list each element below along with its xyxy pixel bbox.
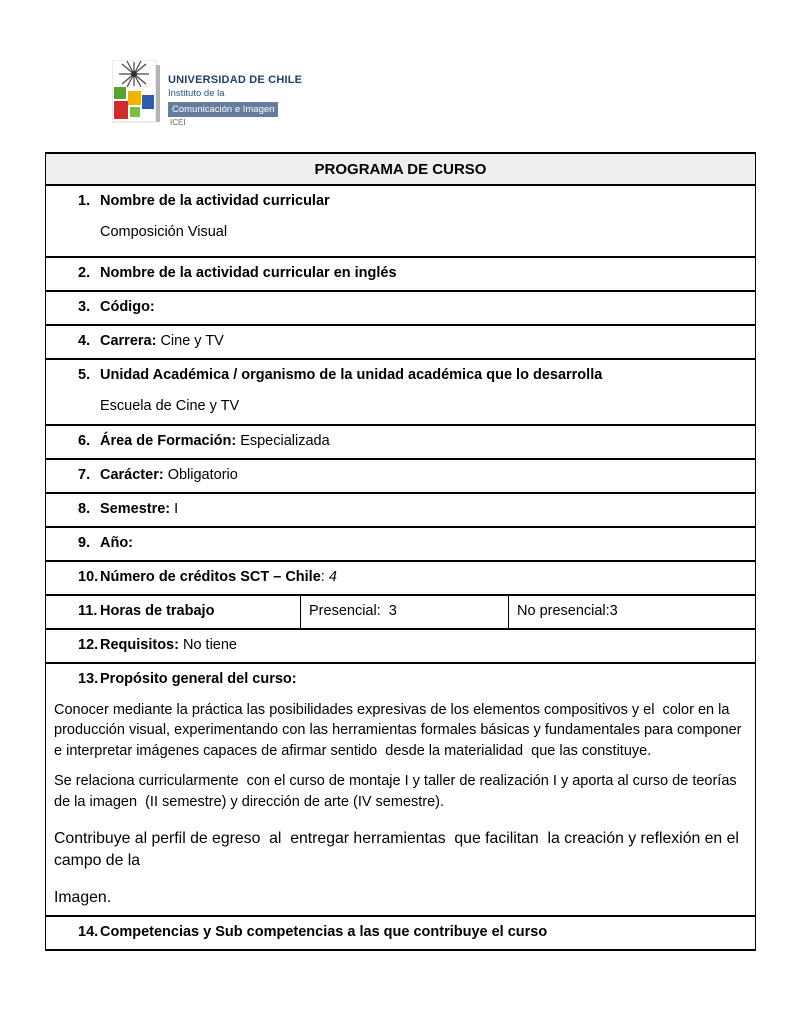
item-number: 1. <box>78 193 91 209</box>
item-label: Competencias y Sub competencias a las que contribuye el curso <box>100 923 548 940</box>
row-requisitos <box>46 629 756 663</box>
cell-caracter <box>46 459 756 493</box>
row-codigo <box>46 291 756 325</box>
cell-ano <box>46 527 756 561</box>
row-creditos <box>46 561 756 595</box>
logo-acronym: ICEI <box>170 118 186 127</box>
item-label: Requisitos: <box>100 637 179 653</box>
row-unidad-academica <box>46 359 756 425</box>
proposito-paragraph-2: Se relaciona curricularmente con el curso de montaje I y taller de realización I y aporta al curso de teorías de la imagen (II semestre) y dirección de arte (IV semestre). <box>54 773 741 810</box>
item-label: Propósito general del curso: <box>100 671 297 687</box>
logo-institute-line1: Instituto de la <box>168 88 225 99</box>
item-value: Cine y TV <box>156 333 224 349</box>
proposito-paragraph-3: Contribuye al perfil de egreso al entregar herramientas que facilitan la creación y reflexión en el campo de la <box>54 829 744 869</box>
item-label: Unidad Académica / organismo de la unidad académica que lo desarrolla <box>100 367 603 383</box>
item-number: 7. <box>78 467 91 483</box>
item-number: 10. <box>78 569 99 585</box>
cell-horas-presencial: Presencial: 3 <box>301 595 509 629</box>
item-number: 8. <box>78 501 91 517</box>
row-nombre-actividad <box>46 185 756 257</box>
item-value: I <box>170 501 179 517</box>
unidad-academica-value: Escuela de Cine y TV <box>100 397 240 414</box>
row-competencias <box>46 916 756 950</box>
proposito-paragraph-1: Conocer mediante la práctica las posibilidades expresivas de los elementos compositivos y el color en la producción visual, experimentando con las herramientas formales básicas y fundamentales para componer e interpretar imágenes capaces de afirmar sentido desde la materialidad que las constituye. <box>54 701 746 759</box>
cell-carrera <box>46 325 756 359</box>
row-nombre-ingles <box>46 257 756 291</box>
row-area-formacion <box>46 425 756 459</box>
item-number: 2. <box>78 265 91 281</box>
cell-codigo <box>46 291 756 325</box>
row-title <box>46 153 756 185</box>
item-number: 11. <box>78 603 98 619</box>
row-ano <box>46 527 756 561</box>
item-label: Número de créditos SCT – Chile <box>100 569 321 585</box>
item-label: Nombre de la actividad curricular en inglés <box>100 265 397 281</box>
item-value: No tiene <box>178 637 237 653</box>
item-number: 3. <box>78 299 91 315</box>
item-label: Semestre: <box>100 501 171 517</box>
logo-institute-line2: Comunicación e Imagen <box>168 102 278 117</box>
row-horas-trabajo <box>46 595 756 629</box>
course-program-table <box>45 152 756 951</box>
cell-area-formacion <box>46 425 756 459</box>
cell-competencias <box>46 916 756 950</box>
item-label: Horas de trabajo <box>100 603 215 619</box>
row-carrera <box>46 325 756 359</box>
cell-unidad-academica <box>46 359 756 425</box>
item-label: Carrera: <box>100 333 157 349</box>
table-title: PROGRAMA DE CURSO <box>46 153 756 185</box>
item-number: 5. <box>78 367 91 383</box>
university-logo <box>112 60 302 127</box>
item-separator: : <box>320 569 329 585</box>
cell-nombre-actividad <box>46 185 756 257</box>
item-number: 13. <box>78 671 99 687</box>
item-value: Obligatorio <box>163 467 238 483</box>
cell-creditos <box>46 561 756 595</box>
proposito-paragraph-4: Imagen. <box>54 889 112 907</box>
item-number: 4. <box>78 333 91 349</box>
cell-proposito <box>46 663 756 916</box>
item-label: Carácter: <box>100 467 164 483</box>
row-caracter <box>46 459 756 493</box>
row-proposito <box>46 663 756 916</box>
cell-semestre <box>46 493 756 527</box>
item-value: Especializada <box>236 433 330 449</box>
item-value: 4 <box>328 569 337 585</box>
item-label: Código: <box>100 299 155 315</box>
logo-text-block <box>168 60 302 127</box>
item-number: 9. <box>78 535 91 551</box>
cell-requisitos <box>46 629 756 663</box>
item-label: Nombre de la actividad curricular <box>100 193 330 209</box>
university-emblem-icon <box>112 60 160 124</box>
logo-university-name: UNIVERSIDAD DE CHILE <box>168 74 303 86</box>
item-number: 14. <box>78 923 99 940</box>
cell-horas-label <box>46 595 301 629</box>
item-number: 6. <box>78 433 91 449</box>
cell-nombre-ingles <box>46 257 756 291</box>
cell-horas-no-presencial: No presencial:3 <box>509 595 756 629</box>
item-number: 12. <box>78 637 99 653</box>
item-label: Año: <box>100 535 134 551</box>
item-label: Área de Formación: <box>100 433 237 449</box>
course-name-value: Composición Visual <box>100 223 228 240</box>
row-semestre <box>46 493 756 527</box>
